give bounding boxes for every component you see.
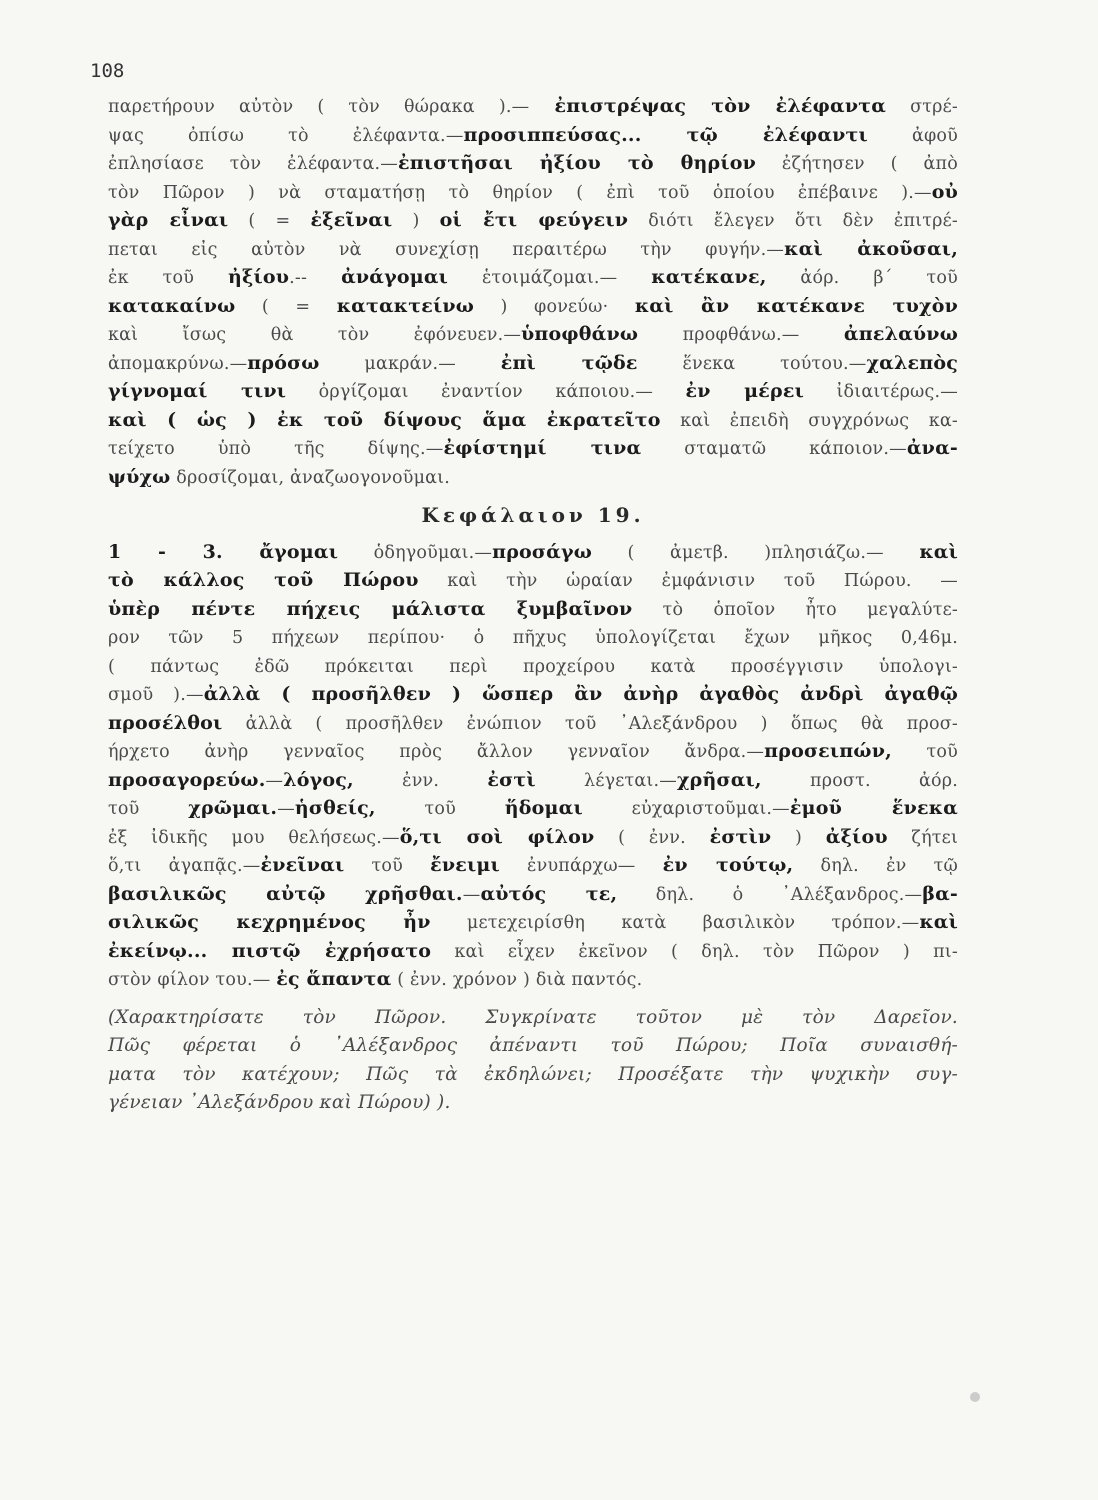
gloss-text: — [265, 770, 284, 791]
gloss-text: ( ἐνν. [594, 827, 710, 848]
gloss-text: τοῦ [108, 799, 189, 819]
gloss-text: εὐχαριστοῦμαι.— [582, 799, 790, 819]
gloss-text: προφθάνω.— [638, 325, 844, 345]
question-line: ματα τὸν κατέχουν; Πῶς τὰ ἐκδηλώνει; Προσέξατε τὴν ψυχικὴν συγ- [108, 1063, 958, 1085]
term-bold: τὸ κάλλος τοῦ Πώρου [108, 569, 419, 591]
gloss-text: ἐξ ἰδικῆς μου θελήσεως.— [108, 827, 400, 848]
term-bold: προσιππεύσας... τῷ ἐλέφαντι [463, 123, 868, 146]
term-bold: ἐπιστρέψας τὸν ἐλέφαντα [529, 95, 887, 117]
gloss-text: ὅ,τι ἀγαπᾷς.— [108, 856, 261, 876]
text-line [108, 652, 958, 681]
text-line [108, 463, 958, 492]
gloss-text: ( ἀμετβ. )πλησιάζω.— [592, 542, 920, 563]
text-line [108, 709, 958, 738]
gloss-text: σταματῶ κάποιον.— [641, 439, 907, 459]
term-bold: ψύχω [108, 465, 171, 488]
gloss-text: ὀργίζομαι ἐναντίον κάποιου.— [286, 382, 686, 402]
term-bold: κατακαίνω [108, 294, 236, 317]
term-bold: χρῶμαι. [188, 797, 278, 819]
text-line [108, 434, 958, 463]
gloss-text: ( πάντως ἐδῶ πρόκειται περὶ προχείρου κατὰ προσέγγισιν ὑπολογι- [108, 656, 958, 677]
body-text [108, 92, 958, 1118]
text-line [108, 880, 958, 909]
term-bold: γὰρ εἶναι [108, 209, 229, 231]
gloss-text: ἐζήτησεν ( ἀπὸ [756, 154, 958, 174]
gloss-text: ἐνν. [353, 770, 488, 791]
gloss-text: πεται εἰς αὐτὸν νὰ συνεχίσῃ περαιτέρω τὴν φυγήν.— [108, 239, 785, 260]
gloss-text: καὶ ἐπειδὴ συγχρόνως κα- [660, 410, 958, 431]
term-bold: κατακτείνω [336, 294, 475, 317]
text-line [108, 823, 958, 852]
gloss-text: τοῦ [344, 856, 431, 876]
term-bold: χαλεπὸς [866, 351, 959, 374]
chapter-title: Κεφάλαιον 19. [421, 503, 645, 527]
term-bold: ὑπὲρ πέντε πήχεις μάλιστα ξυμβαῖνον [108, 597, 633, 620]
gloss-text: δροσίζομαι, ἀναζωογονοῦμαι. [170, 467, 450, 488]
term-bold: ἐκείνῳ... πιστῷ ἐχρήσατο [108, 939, 432, 962]
term-bold: ὅ,τι σοὶ φίλον [399, 825, 595, 848]
text-line [108, 737, 958, 766]
questions-block [108, 1004, 958, 1118]
term-bold: ἐνεῖναι [260, 854, 345, 876]
gloss-text: μετεχειρίσθη κατὰ βασιλικὸν τρόπον.— [430, 913, 920, 933]
text-line [108, 965, 958, 994]
gloss-text: καὶ ἴσως θὰ τὸν ἐφόνευεν.— [108, 325, 522, 345]
text-line [108, 320, 958, 349]
text-line [108, 206, 958, 235]
glossary-block-after [108, 538, 958, 994]
gloss-text: καὶ εἶχεν ἐκεῖνον ( δηλ. τὸν Πῶρον ) πι- [431, 941, 958, 962]
term-bold: ἐστὶ [487, 768, 536, 791]
term-bold: βα- [922, 882, 958, 905]
term-bold: ἥδομαι [504, 797, 583, 819]
gloss-text: σμοῦ ).— [108, 685, 204, 705]
text-line [108, 623, 958, 652]
term-bold: ἐπὶ τῷδε [500, 351, 638, 374]
term-bold: προσάγω [492, 540, 592, 563]
gloss-text: τὸν Πῶρον ) νὰ σταματήσῃ τὸ θηρίον ( ἐπὶ τοῦ ὁποίου ἐπέβαινε ).— [108, 182, 932, 203]
term-bold: ἡσθείς, [294, 797, 376, 819]
term-bold: ἠξίου [228, 266, 290, 288]
term-bold: προσέλθοι [108, 711, 223, 734]
gloss-text: ἐπλησίασε τὸν ἐλέφαντα.— [108, 154, 398, 174]
term-bold: καὶ [919, 540, 958, 563]
term-bold: κατέκανε, [651, 266, 767, 288]
gloss-text: στρέ- [886, 97, 958, 117]
term-bold: καὶ [919, 911, 958, 933]
gloss-text: ) φονεύω· [474, 296, 635, 317]
text-line [108, 908, 958, 937]
gloss-text: ἰδιαιτέρως.— [804, 382, 958, 402]
term-bold: σιλικῶς κεχρημένος ἦν [108, 911, 431, 933]
term-bold: ἐφίστημί τινα [443, 437, 642, 459]
term-bold: πρόσω [247, 351, 320, 374]
text-line [108, 121, 958, 150]
page-number: 108 [90, 60, 125, 82]
question-line: Πῶς φέρεται ὁ ᾿Αλέξανδρος ἀπέναντι τοῦ Πώρου; Ποῖα συναισθή- [108, 1035, 958, 1056]
term-bold: καὶ ἂν κατέκανε τυχὸν [634, 294, 958, 317]
gloss-text: .-- [289, 268, 342, 288]
text-line [108, 377, 958, 406]
term-bold: ἐς ἅπαντα [276, 968, 392, 990]
gloss-text: ἑτοιμάζομαι.— [448, 268, 652, 288]
page-smudge [970, 1392, 980, 1402]
gloss-text: ( = [235, 296, 337, 317]
gloss-text: λέγεται.— [535, 770, 677, 791]
term-bold: οἱ ἔτι φεύγειν [439, 209, 629, 231]
gloss-text: ἀφοῦ [867, 125, 958, 146]
gloss-text: τείχετο ὑπὸ τῆς δίψης.— [108, 439, 444, 459]
gloss-text: ἀόρ. β΄ τοῦ [766, 268, 958, 288]
text-line [108, 595, 958, 624]
term-bold: καὶ ( ὡς ) ἐκ τοῦ δίψους ἅμα ἐκρατεῖτο [108, 408, 661, 431]
text-line [108, 566, 958, 595]
term-bold: βασιλικῶς αὐτῷ χρῆσθαι. [108, 882, 463, 905]
gloss-text: ( = [228, 211, 311, 231]
term-bold: προσαγορεύω. [108, 768, 266, 791]
term-bold: ἀλλὰ ( προσῆλθεν ) ὥσπερ ἂν ἀνὴρ ἀγαθὸς ἀνδρὶ ἀγαθῷ [203, 683, 959, 705]
gloss-text: ρον τῶν 5 πήχεων περίπου· ὁ πῆχυς ὑπολογίζεται ἔχων μῆκος 0,46μ. [108, 628, 958, 648]
question-line: (Χαρακτηρίσατε τὸν Πῶρον. Συγκρίνατε τοῦτον μὲ τὸν Δαρεῖον. [108, 1006, 958, 1028]
term-bold: ἀνάγομαι [341, 266, 449, 288]
gloss-text: καὶ τὴν ὡραίαν ἐμφάνισιν τοῦ Πώρου. — [418, 571, 958, 591]
gloss-text: δηλ. ὁ ᾿Αλέξανδρος.— [617, 884, 923, 905]
gloss-text: ἀπομακρύνω.— [108, 353, 248, 374]
gloss-text: στὸν φίλον του.— [108, 970, 277, 990]
gloss-text: — [277, 799, 295, 819]
text-line [108, 349, 958, 378]
glossary-block-before [108, 92, 958, 491]
term-bold: ἐπιστῆσαι ἠξίου τὸ θηρίον [397, 152, 757, 174]
gloss-text: ζήτει [887, 827, 959, 848]
term-bold: ὑποφθάνω [521, 323, 639, 345]
term-bold: ἀπελαύνω [843, 323, 958, 345]
text-line [108, 406, 958, 435]
gloss-text: ἐνυπάρχω— [499, 856, 663, 876]
text-line [108, 680, 958, 709]
text-line [108, 149, 958, 178]
term-bold: ἀνα- [906, 437, 958, 459]
term-bold: χρῆσαι, [676, 768, 762, 791]
gloss-text: ψας ὀπίσω τὸ ἐλέφαντα.— [108, 125, 464, 146]
gloss-text: τοῦ [891, 742, 958, 762]
text-line [108, 292, 958, 321]
term-bold: καὶ ἀκοῦσαι, [784, 237, 959, 260]
text-line [108, 263, 958, 292]
gloss-text: διότι ἔλεγεν ὅτι δὲν ἐπιτρέ- [628, 211, 958, 231]
text-line [108, 92, 958, 121]
text-line [108, 178, 958, 207]
gloss-text: ὁδηγοῦμαι.— [338, 542, 493, 563]
text-line [108, 794, 958, 823]
gloss-text: ἀλλὰ ( προσῆλθεν ἐνώπιον τοῦ ᾿Αλεξάνδρου ) ὅπως θὰ προσ- [222, 713, 958, 734]
text-line [108, 538, 958, 567]
gloss-text: μακράν.— [319, 353, 501, 374]
term-bold: ἐμοῦ ἕνεκα [789, 797, 958, 819]
gloss-text: προστ. ἀόρ. [761, 770, 958, 791]
gloss-text: τὸ ὁποῖον ἦτο μεγαλύτε- [632, 599, 959, 620]
gloss-text: δηλ. ἐν τῷ [793, 856, 959, 876]
term-bold: ἐστὶν [709, 825, 772, 848]
gloss-text: ) [392, 211, 440, 231]
term-bold: ἐν τούτῳ, [662, 854, 794, 876]
gloss-text: παρετήρουν αὐτὸν ( τὸν θώρακα ).— [108, 97, 530, 117]
text-line [108, 235, 958, 264]
gloss-text: — [462, 884, 481, 905]
term-bold: ἀξίου [825, 825, 888, 848]
term-bold: 1 - 3. ἄγομαι [108, 540, 339, 563]
term-bold: προσειπών, [764, 740, 892, 762]
gloss-text: τοῦ [375, 799, 505, 819]
term-bold: ἐξεῖναι [310, 209, 393, 231]
text-line [108, 937, 958, 966]
gloss-text: ἐκ τοῦ [108, 268, 229, 288]
term-bold: οὐ [931, 180, 958, 203]
text-line [108, 766, 958, 795]
gloss-text: ήρχετο ἀνὴρ γενναῖος πρὸς ἄλλον γενναῖον ἄνδρα.— [108, 742, 765, 762]
gloss-text: ) [771, 827, 826, 848]
term-bold: αὐτός τε, [480, 882, 618, 905]
text-line [108, 851, 958, 880]
gloss-text: ἕνεκα τούτου.— [637, 353, 867, 374]
term-bold: γίγνομαί τινι [108, 380, 287, 402]
gloss-text: ( ἐνν. χρόνον ) διὰ παντός. [391, 970, 643, 990]
term-bold: λόγος, [283, 768, 354, 791]
question-line: γένειαν ᾿Αλεξάνδρου καὶ Πώρου) ). [108, 1092, 451, 1113]
term-bold: ἔνειμι [430, 854, 500, 876]
term-bold: ἐν μέρει [685, 380, 805, 402]
